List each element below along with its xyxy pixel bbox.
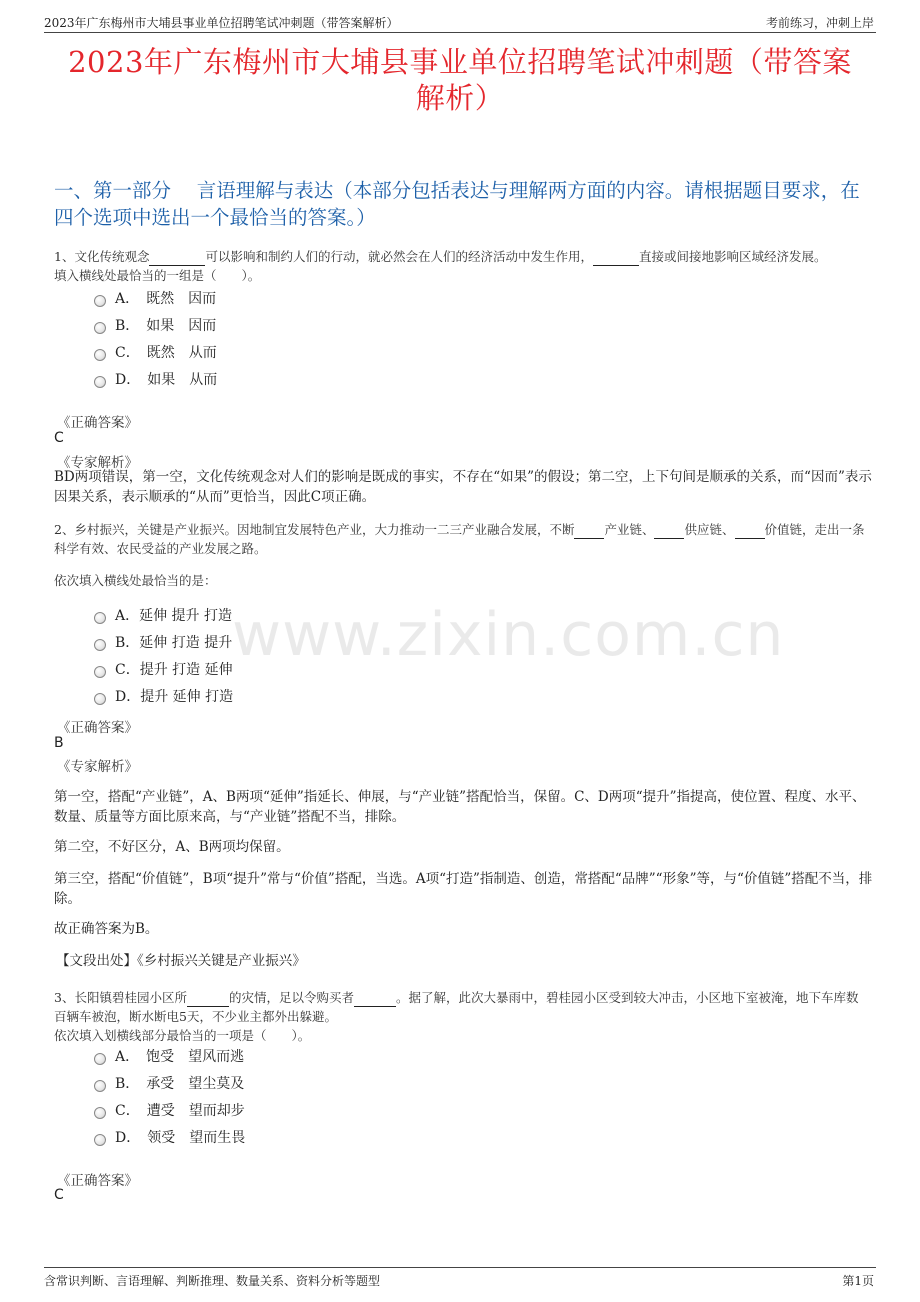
question-3-options: [94, 1042, 245, 1150]
radio-icon[interactable]: [94, 376, 106, 388]
section-heading: 一、第一部分 言语理解与表达（本部分包括表达与理解两方面的内容。请根据题目要求，在四个选项中选出一个最恰当的答案。）: [54, 179, 860, 229]
option-c[interactable]: C． 既然 从而: [94, 338, 217, 365]
radio-icon[interactable]: [94, 349, 106, 361]
option-d[interactable]: D． 领受 望而生畏: [94, 1123, 245, 1150]
option-a[interactable]: A． 既然 因而: [94, 284, 217, 311]
option-d[interactable]: D． 如果 从而: [94, 365, 217, 392]
analysis-paragraph: 第一空，搭配“产业链”，A、B两项“延伸”指延长、伸展，与“产业链”搭配恰当，保留。C、D两项“提升”指提高，使位置、程度、水平、数量、质量等方面比原来高，与“产业链”搭配不当，排除。: [54, 789, 866, 825]
analysis-paragraph: 第三空，搭配“价值链”，B项“提升”常与“价值”搭配，当选。A项“打造”指制造、创造，常搭配“品牌”“形象”等，与“价值链”搭配不当，排除。: [54, 871, 873, 907]
page-number: 第1页: [842, 1274, 874, 1288]
radio-icon[interactable]: [94, 666, 106, 678]
blank-line: [149, 252, 205, 266]
q3-text-part: 的灾情，足以令购买者: [228, 990, 354, 1005]
answer-value: B: [54, 735, 64, 751]
q3-text-part: 3、长阳镇碧桂园小区所: [54, 990, 187, 1005]
blank-line: [354, 993, 396, 1007]
analysis-conclusion: 故正确答案为B。: [54, 921, 159, 937]
blank-line: [574, 525, 604, 539]
analysis-paragraph: 第二空，不好区分，A、B两项均保留。: [54, 839, 290, 855]
blank-line: [735, 525, 765, 539]
q2-text-part: 2、乡村振兴，关键是产业振兴。因地制宜发展特色产业，大力推动一二三产业融合发展，不断: [54, 522, 575, 537]
radio-icon[interactable]: [94, 693, 106, 705]
analysis-text: BD两项错误，第一空，文化传统观念对人们的影响是既成的事实，不存在“如果”的假设；第二空，上下句间是顺承的关系，而“因而”表示因果关系，表示顺承的“从而”更恰当，因此C项正确。: [54, 469, 872, 505]
option-c[interactable]: C．提升 打造 延伸: [94, 655, 233, 682]
question-3-stem: [54, 988, 866, 1045]
q3-text-part: 。据了解，此次大暴雨中，碧桂园小区受到较大冲击，小区地下室被淹，地下车库数百辆车被泡，断水断电5天，不少业主都外出躲避。: [54, 990, 859, 1024]
radio-icon[interactable]: [94, 639, 106, 651]
header-slogan: 考前练习，冲刺上岸: [765, 16, 874, 30]
q1-text-part: 1、文化传统观念: [54, 249, 150, 264]
blank-line: [187, 993, 229, 1007]
page-title: 2023年广东梅州市大埔县事业单位招聘笔试冲刺题（带答案解析）: [68, 45, 852, 115]
radio-icon[interactable]: [94, 1134, 106, 1146]
option-b[interactable]: B． 承受 望尘莫及: [94, 1069, 245, 1096]
watermark: www.zixin.com.cn: [232, 600, 785, 670]
footer-topics: 含常识判断、言语理解、判断推理、数量关系、资料分析等题型: [44, 1274, 381, 1288]
answer-value: C: [54, 430, 64, 446]
q1-text-part: 可以影响和制约人们的行动，就必然会在人们的经济活动中发生作用，: [205, 249, 593, 264]
radio-icon[interactable]: [94, 1080, 106, 1092]
radio-icon[interactable]: [94, 295, 106, 307]
blank-line: [654, 525, 684, 539]
answer-value: C: [54, 1187, 64, 1203]
blank-line: [593, 252, 639, 266]
question-2-options: [94, 601, 233, 709]
q3-instruction: 依次填入划横线部分最恰当的一项是（ ）。: [54, 1028, 311, 1043]
q1-instruction: 填入横线处最恰当的一组是（ ）。: [54, 268, 261, 283]
radio-icon[interactable]: [94, 1053, 106, 1065]
option-a[interactable]: A．延伸 提升 打造: [94, 601, 233, 628]
q2-text-part: 产业链、: [604, 522, 655, 537]
header-divider: [44, 32, 876, 33]
option-a[interactable]: A． 饱受 望风而逃: [94, 1042, 245, 1069]
q1-text-part: 直接或间接地影响区域经济发展。: [638, 249, 827, 264]
answer-label: 《正确答案》: [57, 415, 138, 431]
radio-icon[interactable]: [94, 1107, 106, 1119]
q2-text-part: 价值链，走出一条科学有效、农民受益的产业发展之路。: [54, 522, 865, 556]
question-2-stem: [54, 520, 866, 558]
answer-label: 《正确答案》: [57, 1173, 138, 1189]
option-c[interactable]: C． 遭受 望而却步: [94, 1096, 245, 1123]
analysis-label: 《专家解析》: [57, 455, 138, 471]
header-title: 2023年广东梅州市大埔县事业单位招聘笔试冲刺题（带答案解析）: [44, 16, 399, 30]
question-2-instruction: 依次填入横线处最恰当的是：: [54, 573, 217, 588]
footer-divider: [44, 1267, 876, 1268]
question-1-stem: [54, 247, 866, 285]
analysis-label: 《专家解析》: [57, 759, 138, 775]
page-header: [0, 0, 920, 38]
q2-text-part: 供应链、: [684, 522, 735, 537]
option-b[interactable]: B． 如果 因而: [94, 311, 217, 338]
option-d[interactable]: D．提升 延伸 打造: [94, 682, 233, 709]
radio-icon[interactable]: [94, 322, 106, 334]
answer-label: 《正确答案》: [57, 720, 138, 736]
radio-icon[interactable]: [94, 612, 106, 624]
option-b[interactable]: B．延伸 打造 提升: [94, 628, 233, 655]
question-1-options: [94, 284, 217, 392]
source-note: 【文段出处】《乡村振兴关键是产业振兴》: [56, 953, 306, 969]
